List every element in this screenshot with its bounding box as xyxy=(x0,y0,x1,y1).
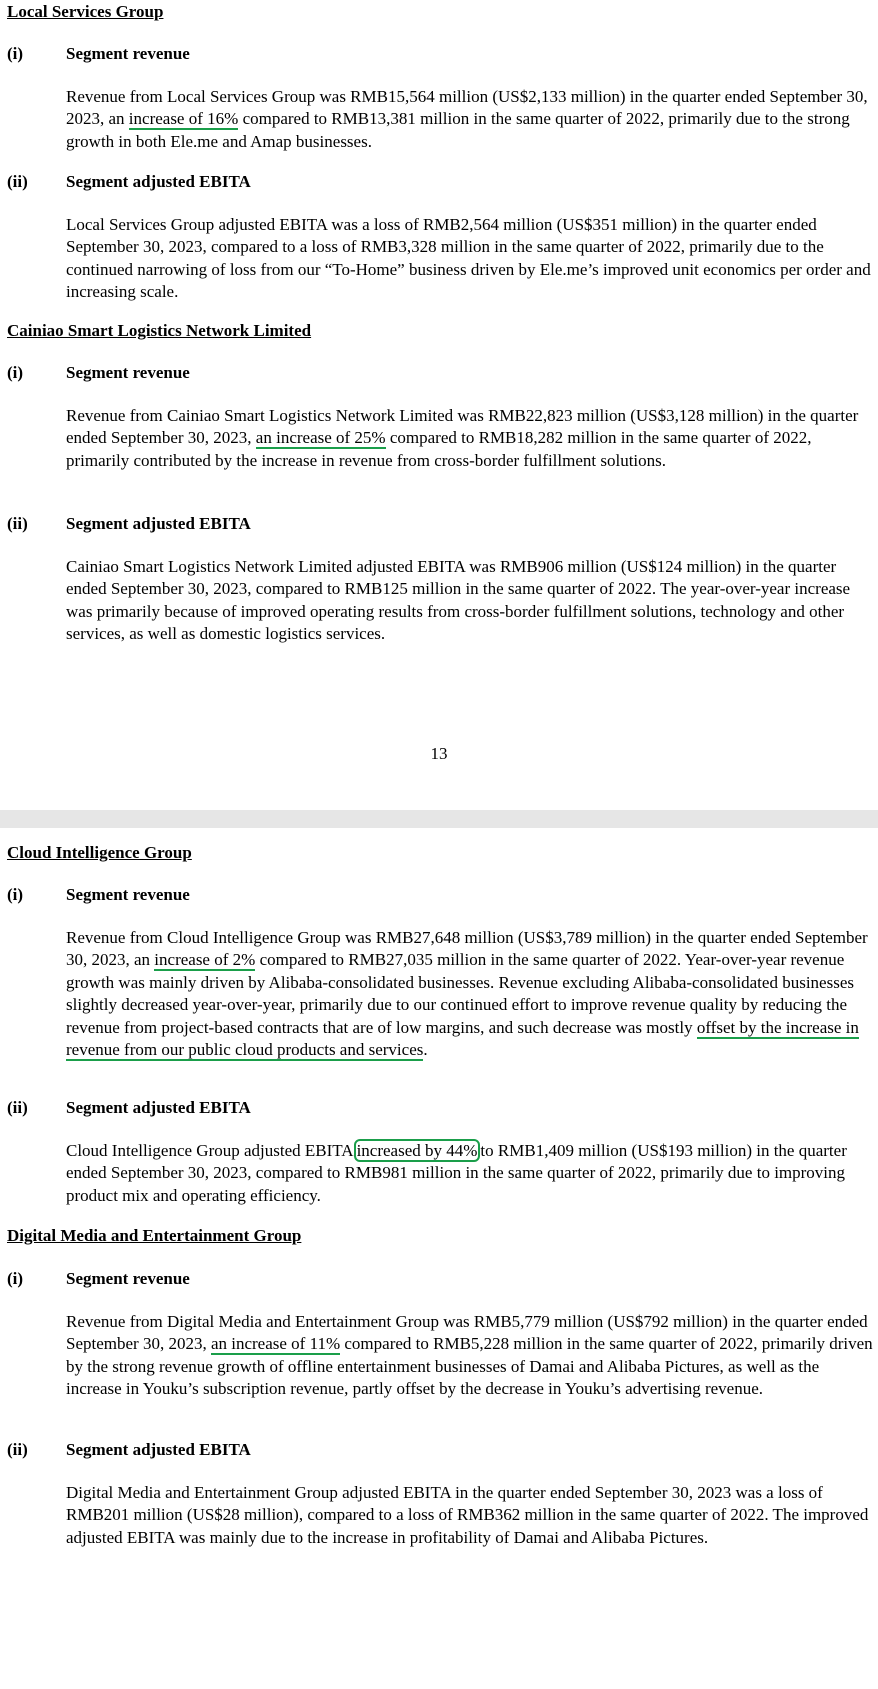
subsection-title: Segment adjusted EBITA xyxy=(66,1098,251,1117)
paragraph-local-ebita: Local Services Group adjusted EBITA was a loss of RMB2,564 million (US$351 million) in the quarter ended September 30, 2023, compared to a loss of RMB3,328 million in the same quarter of 2022, primarily due to the continued narrowing of loss from our “To-Home” business driven by Ele.me’s improved unit economics per order and increasing scale. xyxy=(66,215,871,302)
text: . xyxy=(423,1040,428,1060)
text: compared to RMB27,035 million in the same quarter of 2022. Year-over-year revenue growth was mainly driven by Alibaba-consolidated businesses. Revenue excluding Alibaba-consolidated businesses slightly decreased year-over-year, primarily due to our continued effort to improve revenue quality by reducing the revenue from project-based contracts that are of low margins, and such decrease was mostly xyxy=(66,950,854,1037)
highlight-underline: increase of 2% xyxy=(154,950,256,970)
paragraph-dme-ebita: Digital Media and Entertainment Group adjusted EBITA in the quarter ended September 30, 2023 was a loss of RMB201 million (US$28 million), compared to a loss of RMB362 million in the same quarter of 2022. The improved adjusted EBITA was mainly due to the increase in profitability of Damai and Alibaba Pictures. xyxy=(66,1483,869,1547)
subsection-number: (i) xyxy=(7,363,24,382)
page-number: 13 xyxy=(430,744,448,763)
highlight-underline: an increase of 25% xyxy=(255,428,386,448)
paragraph-cloud-ebita xyxy=(66,1140,876,1207)
subsection-number: (i) xyxy=(7,1269,24,1288)
subsection-title: Segment adjusted EBITA xyxy=(66,1440,251,1459)
text: Revenue from Digital Media and Entertainment Group was RMB5,779 million (US$792 million) in the quarter ended September 30, 2023, xyxy=(66,1312,868,1354)
section-heading-digital-media: Digital Media and Entertainment Group xyxy=(7,1226,302,1245)
subsection-segment-revenue xyxy=(7,363,190,383)
subsection-title: Segment adjusted EBITA xyxy=(66,514,251,533)
highlight-box: increased by 44% xyxy=(354,1139,481,1162)
section-heading-cloud: Cloud Intelligence Group xyxy=(7,843,192,862)
page-separator xyxy=(0,810,878,828)
text: Cloud Intelligence Group adjusted EBITA xyxy=(66,1141,354,1160)
subsection-number: (ii) xyxy=(7,1098,28,1117)
section-heading-cainiao: Cainiao Smart Logistics Network Limited xyxy=(7,321,312,340)
paragraph-cainiao-ebita: Cainiao Smart Logistics Network Limited adjusted EBITA was RMB906 million (US$124 million) in the quarter ended September 30, 2023, compared to RMB125 million in the same quarter of 2022. The year-over-year increase was primarily because of improved operating results from cross-border fulfillment solutions, technology and other services, as well as domestic logistics services. xyxy=(66,557,851,644)
highlight-underline: an increase of 11% xyxy=(210,1334,341,1354)
subsection-segment-revenue xyxy=(7,885,190,905)
text: Revenue from Local Services Group was RMB15,564 million (US$2,133 million) in the quarter ended September 30, 2023, an xyxy=(66,87,868,129)
paragraph-cloud-revenue xyxy=(66,927,876,1061)
document-page-13 xyxy=(0,0,878,810)
text: compared to RMB5,228 million in the same quarter of 2022, primarily driven by the strong revenue growth of offline entertainment businesses of Damai and Alibaba Pictures, as well as the increase in Youku’s subscription revenue, partly offset by the decrease in Youku’s advertising revenue. xyxy=(66,1334,873,1399)
subsection-segment-revenue xyxy=(7,44,190,64)
subsection-segment-revenue xyxy=(7,1269,190,1289)
text: Revenue from Cainiao Smart Logistics Network Limited was RMB22,823 million (US$3,128 million) in the quarter ended September 30, 2023, xyxy=(66,406,859,448)
subsection-title: Segment revenue xyxy=(66,363,190,382)
paragraph-cainiao-revenue xyxy=(66,405,876,472)
text: compared to RMB13,381 million in the same quarter of 2022, primarily due to the strong growth in both Ele.me and Amap businesses. xyxy=(66,109,850,151)
subsection-segment-ebita xyxy=(7,1440,251,1460)
subsection-number: (i) xyxy=(7,885,24,904)
text: Revenue from Cloud Intelligence Group was RMB27,648 million (US$3,789 million) in the quarter ended September 30, 2023, an xyxy=(66,928,868,970)
text: to RMB1,409 million (US$193 million) in the quarter ended September 30, 2023, compared to RMB981 million in the same quarter of 2022, primarily due to improving product mix and operating efficiency. xyxy=(66,1141,847,1205)
paragraph-local-revenue xyxy=(66,86,876,153)
subsection-title: Segment revenue xyxy=(66,885,190,904)
subsection-title: Segment revenue xyxy=(66,44,190,63)
highlight-underline: increase of 16% xyxy=(128,109,239,129)
paragraph-dme-revenue xyxy=(66,1311,876,1401)
subsection-title: Segment revenue xyxy=(66,1269,190,1288)
highlight-underline: offset by the increase in revenue from our public cloud products and services xyxy=(66,1017,859,1060)
subsection-number: (ii) xyxy=(7,172,28,191)
subsection-number: (ii) xyxy=(7,514,28,533)
text: compared to RMB18,282 million in the same quarter of 2022, primarily contributed by the increase in revenue from cross-border fulfillment solutions. xyxy=(66,428,812,470)
subsection-number: (ii) xyxy=(7,1440,28,1459)
subsection-number: (i) xyxy=(7,44,24,63)
subsection-segment-ebita xyxy=(7,172,251,192)
subsection-title: Segment adjusted EBITA xyxy=(66,172,251,191)
document-page-14 xyxy=(0,828,878,1689)
subsection-segment-ebita xyxy=(7,1098,251,1118)
subsection-segment-ebita xyxy=(7,514,251,534)
section-heading-local-services: Local Services Group xyxy=(7,2,164,21)
